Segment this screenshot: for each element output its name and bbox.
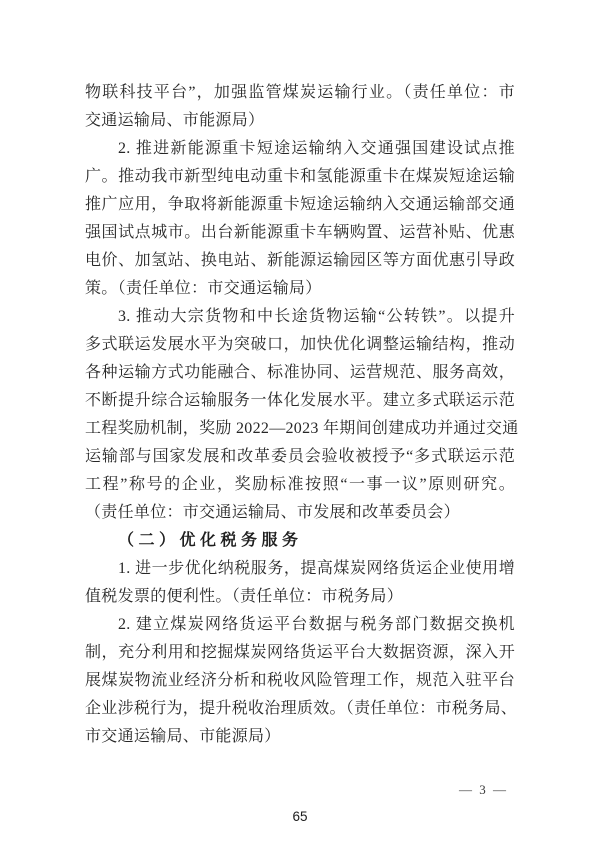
- doc-line: 电价、加氢站、换电站、新能源运输园区等方面优惠引导政: [85, 252, 515, 269]
- doc-line: 交通运输局、市能源局）: [85, 112, 265, 129]
- doc-line: 各种运输方式功能融合、标准协同、运营规范、服务高效，: [85, 364, 515, 381]
- doc-line: 3. 推动大宗货物和中长途货物运输“公转铁”。以提升: [118, 308, 515, 325]
- doc-line: 工程奖励机制，奖励 2022—2023 年期间创建成功并通过交通: [85, 420, 519, 437]
- doc-line: 制，充分利用和挖掘煤炭网络货运平台大数据资源，深入开: [85, 644, 515, 661]
- doc-line: 不断提升综合运输服务一体化发展水平。建立多式联运示范: [85, 392, 515, 409]
- doc-line: 物联科技平台”，加强监管煤炭运输行业。（责任单位：市: [85, 84, 515, 101]
- doc-line: 多式联运发展水平为突破口，加快优化调整运输结构，推动: [85, 336, 515, 353]
- doc-line: 展煤炭物流业经济分析和税收风险管理工作，规范入驻平台: [85, 672, 515, 689]
- doc-line: 强国试点城市。出台新能源重卡车辆购置、运营补贴、优惠: [85, 224, 515, 241]
- doc-line: 广。推动我市新型纯电动重卡和氢能源重卡在煤炭短途运输: [85, 168, 515, 185]
- doc-line: （责任单位：市交通运输局、市发展和改革委员会）: [85, 504, 460, 521]
- document-text-block: [85, 79, 519, 751]
- doc-line: 企业涉税行为，提升税收治理质效。（责任单位：市税务局、: [85, 700, 518, 717]
- doc-line: 工程”称号的企业，奖励标准按照“一事一议”原则研究。: [85, 476, 515, 493]
- doc-line: 2. 建立煤炭网络货运平台数据与税务部门数据交换机: [118, 616, 515, 633]
- doc-line: 1. 进一步优化纳税服务，提高煤炭网络货运企业使用增: [118, 560, 515, 577]
- doc-line: 运输部与国家发展和改革委员会验收被授予“多式联运示范: [85, 448, 515, 465]
- section-heading: （二）优化税务服务: [118, 532, 303, 549]
- document-page-number: — 3 —: [459, 782, 508, 797]
- doc-line: 推广应用，争取将新能源重卡短途运输纳入交通运输部交通: [85, 196, 515, 213]
- scan-page-number: 65: [292, 809, 308, 824]
- doc-line: 市交通运输局、市能源局）: [85, 728, 281, 745]
- doc-line: 策。（责任单位：市交通运输局）: [85, 280, 322, 297]
- doc-line: 2. 推进新能源重卡短途运输纳入交通强国建设试点推: [118, 140, 515, 157]
- doc-line: 值税发票的便利性。（责任单位：市税务局）: [85, 588, 404, 605]
